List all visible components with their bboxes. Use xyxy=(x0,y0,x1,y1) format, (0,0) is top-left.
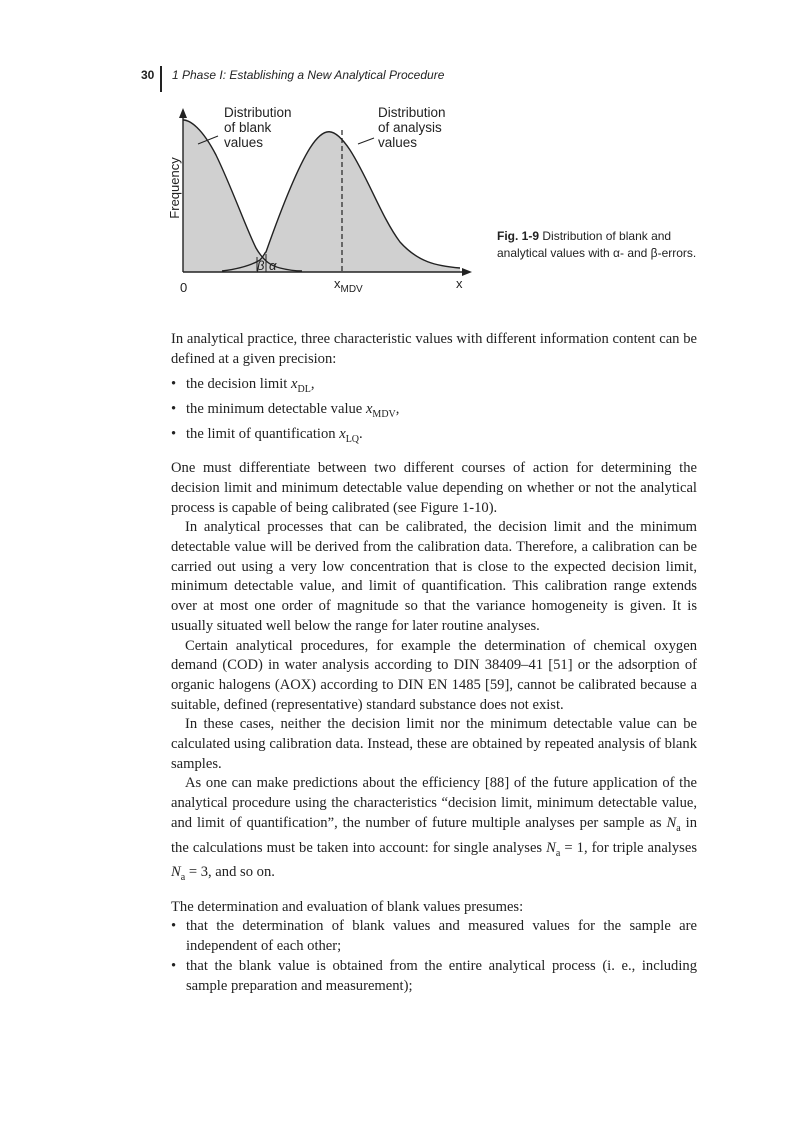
paragraph-5-text: in the calculations must be taken into account: for single analyses xyxy=(171,814,698,856)
punctuation: . xyxy=(359,425,363,442)
paragraph-6: The determination and evaluation of blank values presumes: xyxy=(171,898,524,915)
analysis-label-line3: values xyxy=(378,135,418,150)
y-axis-arrow xyxy=(179,108,187,118)
paragraph-1: One must differentiate between two different courses of action for determining the decision limit and minimum detectable value depending on whether or not the analytical process is capable of being calibrated (see Figure 1-10). xyxy=(171,460,697,516)
paragraph-2: In analytical processes that can be calibrated, the decision limit and the minimum detectable value will be derived from the calibration data. Therefore, a calibration can be carried out using a very low concentration that is close to the expected decision limit, minimum detectable value, and limit of quantification. This calibration range extends over at most one order of magnitude so that the variance homogeneity is given. It is usually situated well below the range for later routine analyses. xyxy=(171,519,697,634)
paragraph-4: In these cases, neither the decision limit nor the minimum detectable value can be calculated using calibration data. Instead, these are obtained by repeated analysis of blank samples. xyxy=(171,716,697,772)
variable-subscript: MDV xyxy=(372,408,396,420)
analysis-label-line1: Distribution xyxy=(378,105,446,120)
x-mdv-sub: MDV xyxy=(340,284,363,295)
list-item: • that the blank value is obtained from the entire analytical process (i. e., including sample preparation and measurement); xyxy=(171,957,697,996)
paragraph-5-text: = 3, and so on. xyxy=(185,864,275,881)
paragraph-5 xyxy=(171,774,697,887)
x-axis-arrow xyxy=(462,268,472,276)
variable: x xyxy=(290,376,298,393)
list-item xyxy=(171,400,697,425)
variable-subscript: LQ xyxy=(345,433,360,445)
analysis-label-line2: of analysis xyxy=(378,120,442,135)
variable-subscript: DL xyxy=(297,384,311,396)
variable: N xyxy=(171,864,181,881)
x-axis-label: x xyxy=(456,276,463,291)
variable-subscript: a xyxy=(555,847,561,859)
header-rule xyxy=(160,66,162,92)
paragraph-5-text: = 1, for triple analyses xyxy=(560,839,697,856)
analysis-label-leader xyxy=(358,138,374,144)
x-origin-label: 0 xyxy=(180,280,188,295)
x-mdv-main: x xyxy=(334,276,341,291)
blank-label-line2: of blank xyxy=(224,120,272,135)
list-item xyxy=(171,375,697,400)
y-axis-label: Frequency xyxy=(167,157,182,219)
variable: N xyxy=(546,839,556,856)
punctuation: , xyxy=(310,376,315,393)
variable: x xyxy=(365,401,373,418)
list-item-text: the minimum detectable value xyxy=(186,401,366,418)
running-head: 1 Phase I: Establishing a New Analytical Procedure xyxy=(172,68,445,82)
variable: N xyxy=(666,814,677,831)
variable: x xyxy=(339,425,346,442)
figure-distribution-plot xyxy=(160,100,490,300)
beta-label: β xyxy=(257,258,265,273)
blank-label-line3: values xyxy=(224,135,264,150)
figure-caption-label: Fig. 1-9 xyxy=(497,229,540,243)
alpha-label: α xyxy=(269,258,277,273)
paragraph-intro: In analytical practice, three characteristic values with different information content can be defined at a given precision: xyxy=(171,331,697,367)
page-number: 30 xyxy=(141,68,155,82)
list-item: • that the determination of blank values and measured values for the sample are independent of each other; xyxy=(171,917,697,956)
presumptions-list xyxy=(171,917,697,996)
variable-subscript: a xyxy=(180,872,186,884)
x-mdv-label xyxy=(334,276,363,295)
characteristic-values-list xyxy=(171,375,697,449)
figure-caption xyxy=(497,228,697,262)
paragraph-3: Certain analytical procedures, for example the determination of chemical oxygen demand (COD) in water analysis according to DIN 38409–41 [51] or the adsorption of organic halogens (AOX) according to DIN EN 1485 [59], cannot be calibrated because a suitable, defined (representative) standard substance does not exist. xyxy=(171,637,697,713)
blank-label-line1: Distribution xyxy=(224,105,292,120)
list-item xyxy=(171,425,697,450)
list-item-text: the limit of quantification xyxy=(186,425,340,442)
list-item-text: the decision limit xyxy=(186,376,291,393)
body-text xyxy=(171,330,697,996)
figure-caption-text: Distribution of blank and analytical values with α- and β-errors. xyxy=(497,229,697,260)
variable-subscript: a xyxy=(676,822,681,834)
punctuation: , xyxy=(395,401,400,418)
paragraph-5-text: As one can make predictions about the efficiency [88] of the future application of the analytical procedure using the characteristics “decision limit, minimum detectable value, and limit of quantification”, the number of future multiple analyses per sample as xyxy=(171,775,697,831)
